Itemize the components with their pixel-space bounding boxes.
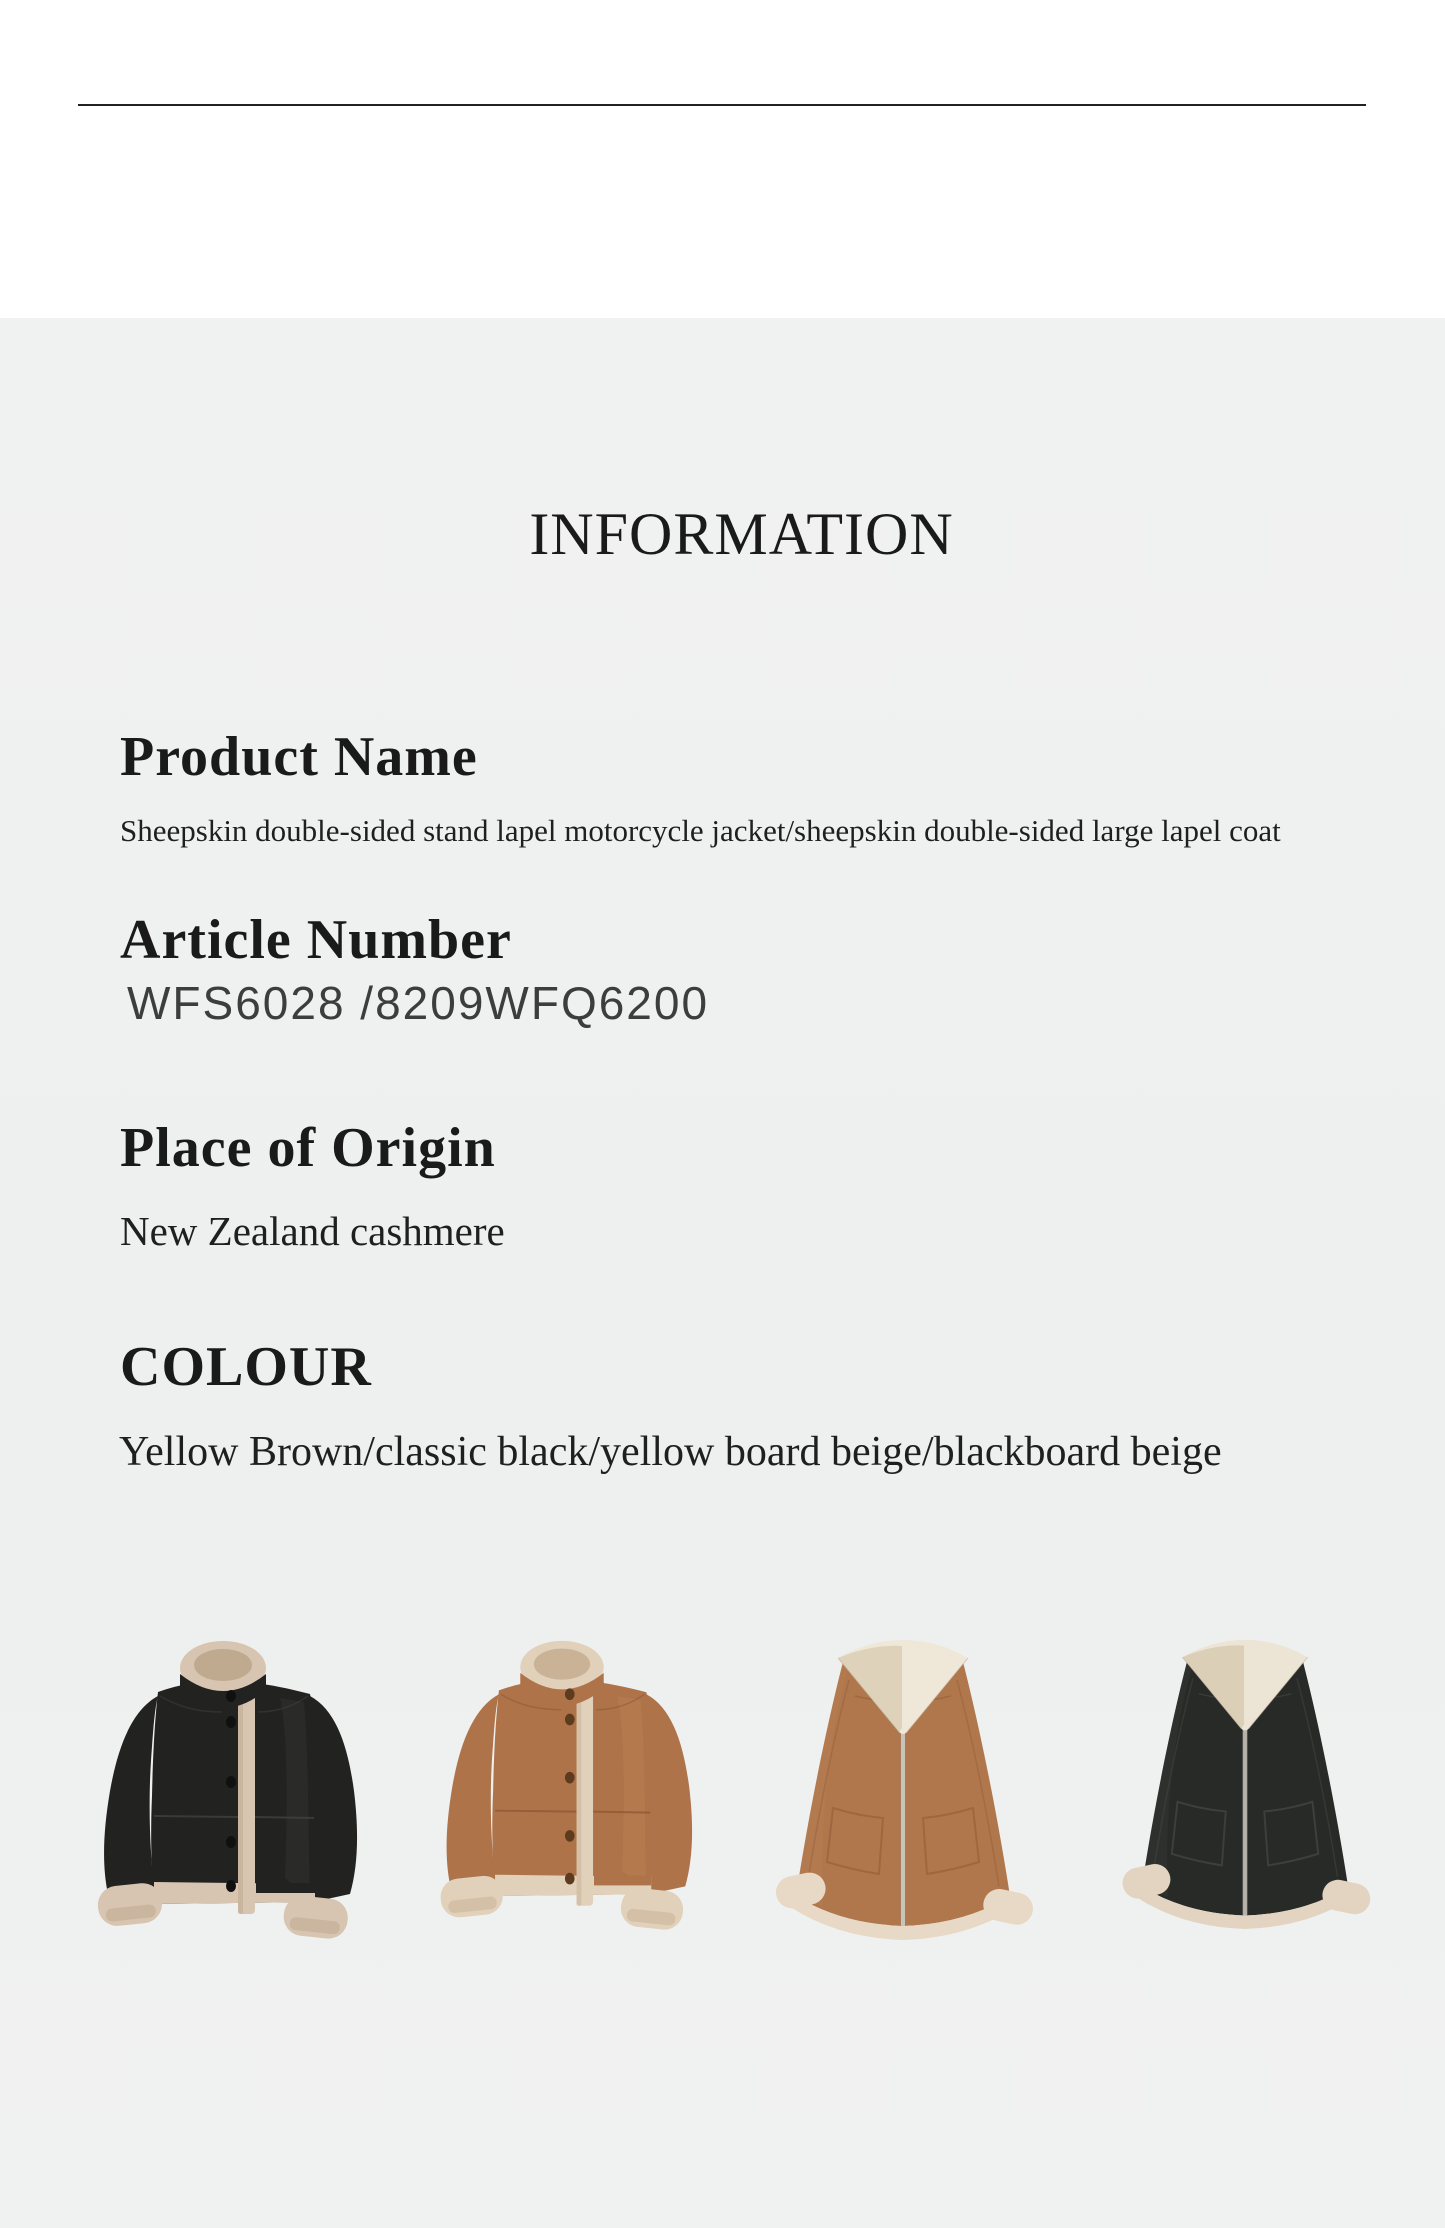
jacket-illustration [86, 1636, 360, 1954]
coat-illustration [765, 1636, 1041, 1954]
coat-illustration [1112, 1636, 1378, 1954]
product-photo-yellow-brown [431, 1636, 693, 1954]
coat-zipper [1243, 1725, 1248, 1916]
article-number-heading: Article Number [120, 909, 512, 971]
page-title: INFORMATION [529, 501, 954, 567]
product-photo-blackboard-beige [1112, 1636, 1378, 1954]
product-photos-row [86, 1636, 1378, 1958]
jacket-collar [180, 1641, 266, 1708]
jacket-body [151, 1681, 315, 1904]
colour-heading: COLOUR [120, 1336, 372, 1398]
top-divider [78, 104, 1366, 106]
product-name-heading: Product Name [120, 726, 478, 788]
colour-value: Yellow Brown/classic black/yellow board beige/blackboard beige [119, 1429, 1222, 1475]
product-name-value: Sheepskin double-sided stand lapel motorcycle jacket/sheepskin double-sided large lapel coat [120, 813, 1281, 848]
jacket-illustration [431, 1636, 693, 1954]
place-of-origin-heading: Place of Origin [120, 1117, 496, 1179]
product-photo-classic-black [86, 1636, 360, 1954]
jacket-placket [238, 1694, 255, 1914]
jacket-body [493, 1680, 652, 1896]
jacket-placket [577, 1692, 593, 1905]
product-photo-yellow-board-beige [765, 1636, 1041, 1954]
jacket-collar [521, 1641, 604, 1706]
place-of-origin-value: New Zealand cashmere [120, 1208, 505, 1254]
article-number-value: WFS6028 /8209WFQ6200 [127, 977, 710, 1029]
coat-zipper [900, 1728, 905, 1926]
